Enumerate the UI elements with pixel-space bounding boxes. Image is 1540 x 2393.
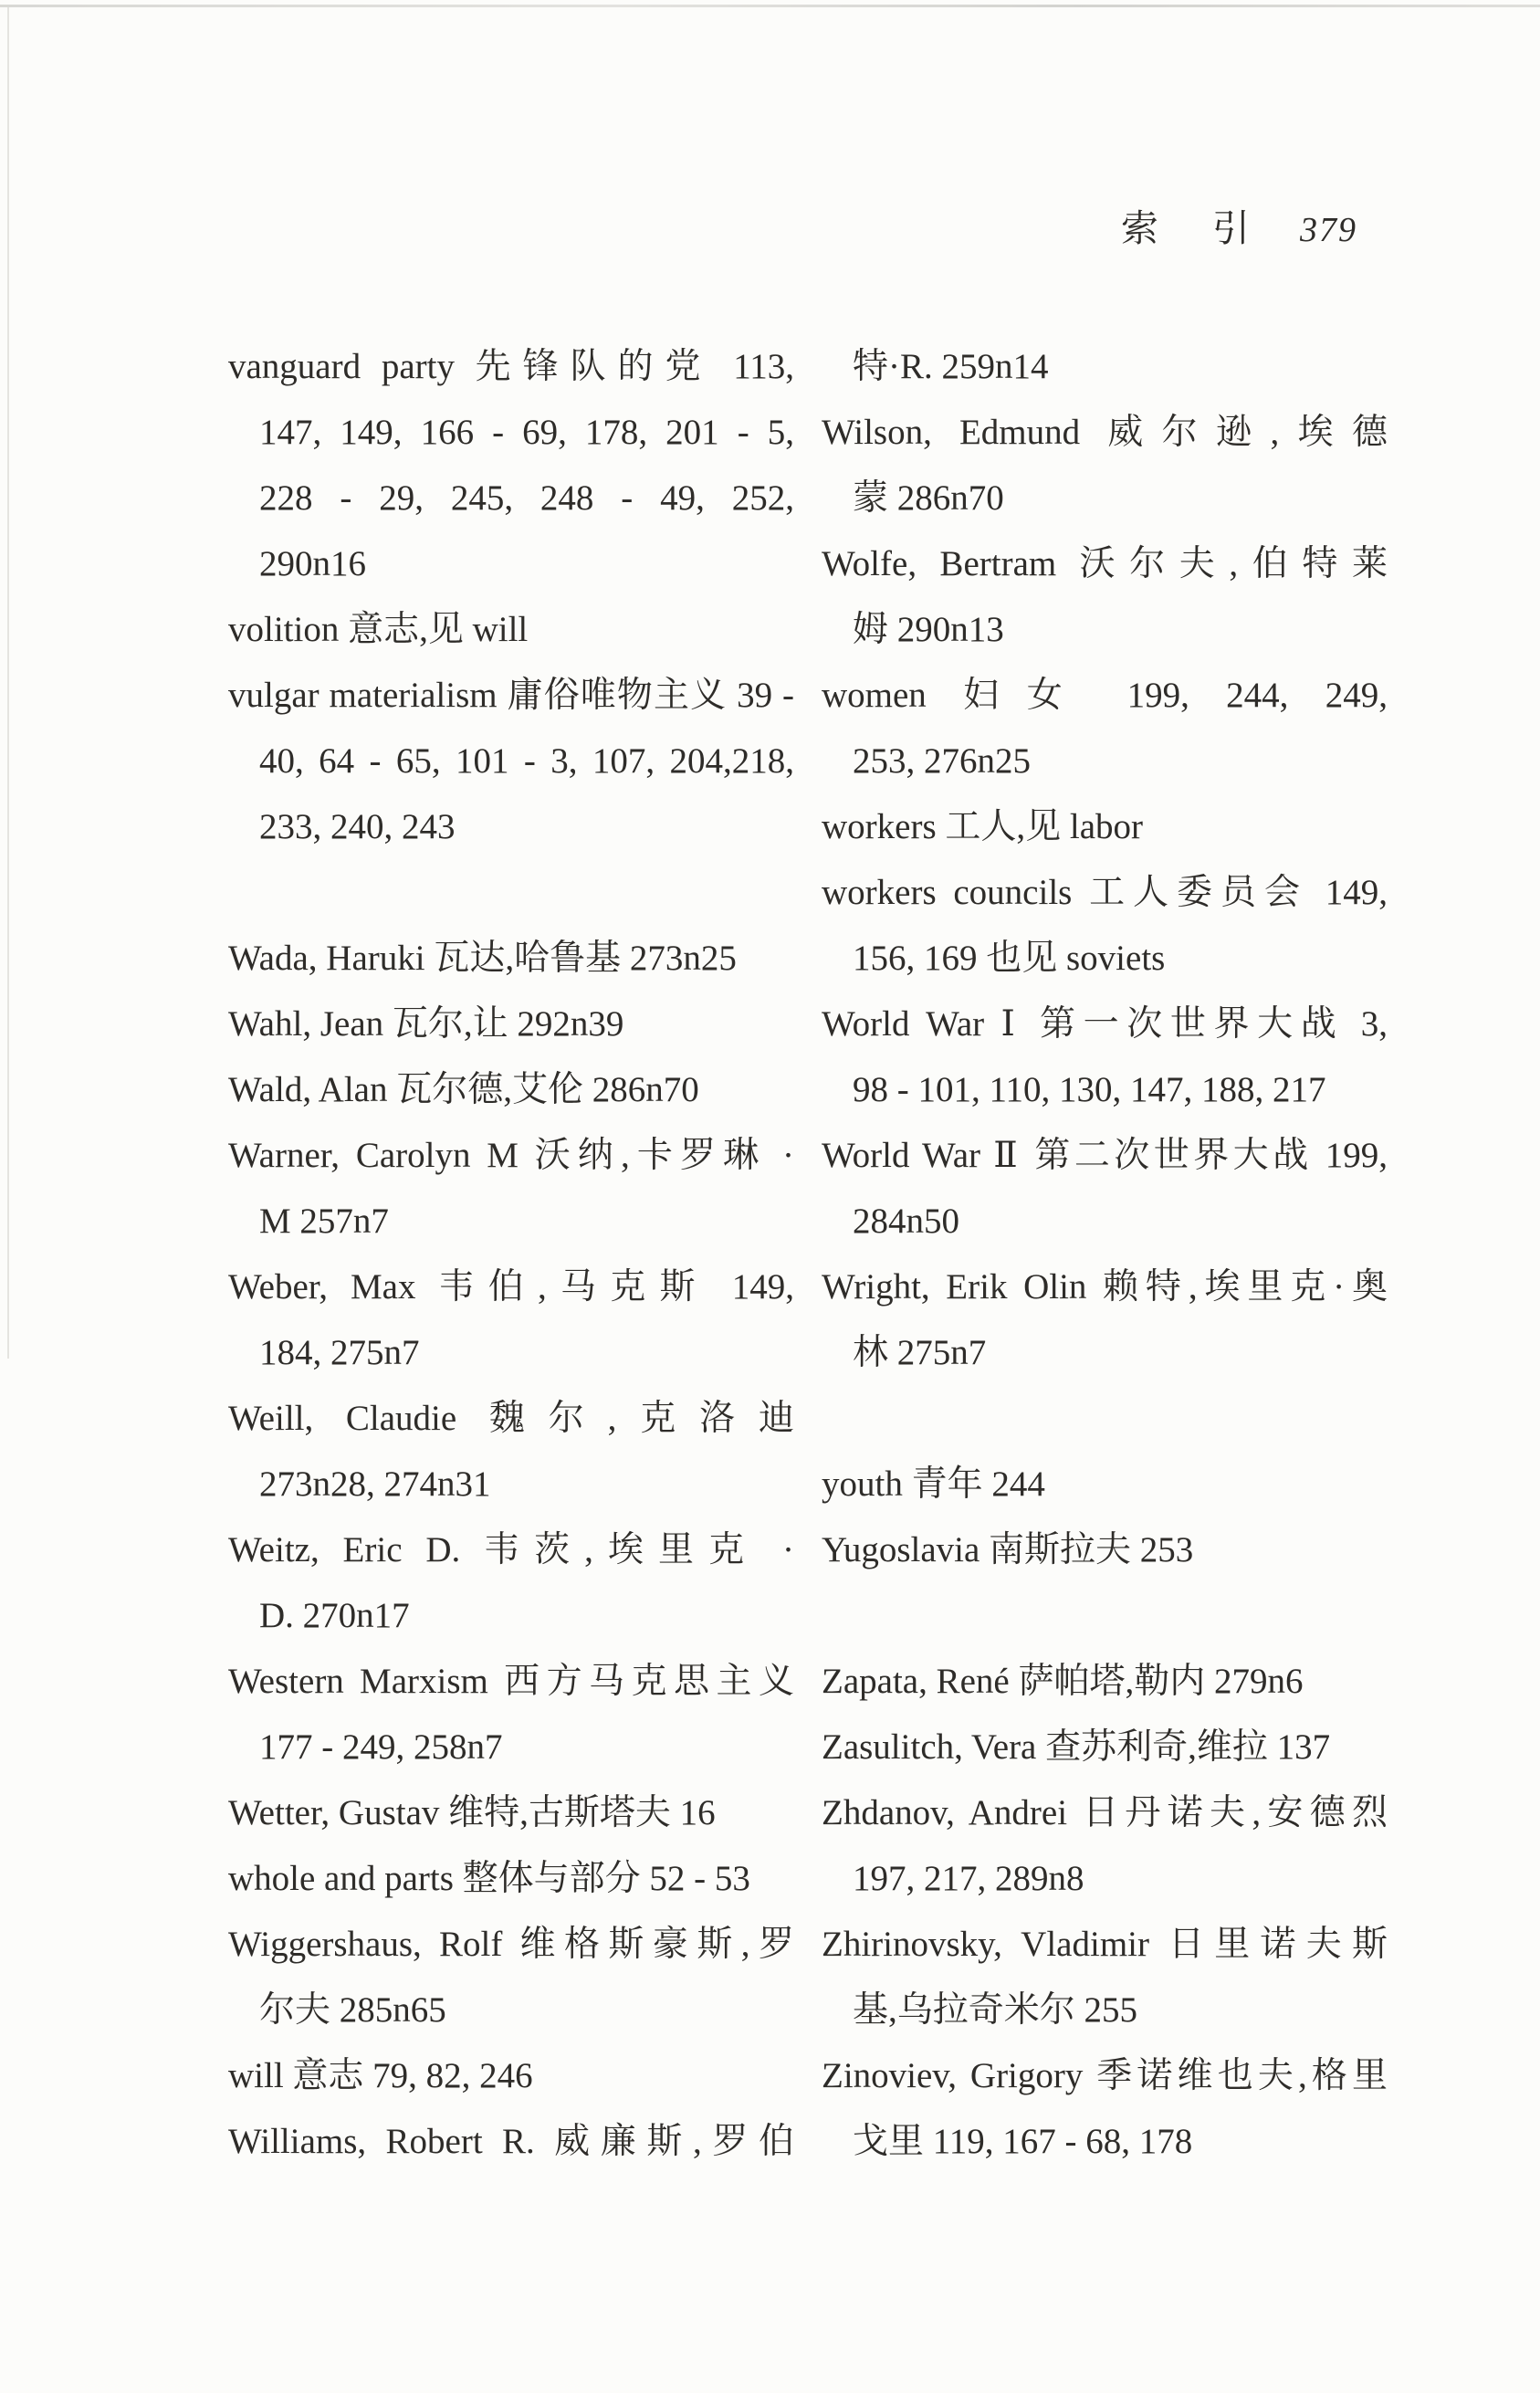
index-entry-line: 基,乌拉奇米尔 255 xyxy=(853,1990,1138,2030)
index-entry-line: workers councils 工人委员会 149, xyxy=(822,873,1388,912)
index-entry-line: 林 275n7 xyxy=(853,1333,987,1372)
page-header xyxy=(1121,206,1357,252)
index-column-left xyxy=(228,334,794,2175)
index-entry-line: Weitz, Eric D. 韦茨,埃里克 · xyxy=(228,1530,794,1569)
index-entry-line: M 257n7 xyxy=(259,1202,389,1241)
index-entry-line: 蒙 286n70 xyxy=(853,478,1004,518)
index-entry-line: Zhirinovsky, Vladimir 日里诺夫斯 xyxy=(822,1925,1388,1964)
index-entry-line: will 意志 79, 82, 246 xyxy=(228,2056,533,2095)
page-number: 379 xyxy=(1300,211,1357,249)
index-entry-line: vanguard party 先锋队的党 113, xyxy=(228,347,794,386)
index-entry-line: Wright, Erik Olin 赖特,埃里克·奥 xyxy=(822,1267,1388,1307)
index-entry-line: Western Marxism 西方马克思主义 xyxy=(228,1662,794,1701)
index-entry-line: 284n50 xyxy=(853,1202,959,1241)
index-entry-line: Wolfe, Bertram 沃尔夫,伯特莱 xyxy=(822,544,1388,583)
index-entry-line: 233, 240, 243 xyxy=(259,807,456,846)
index-entry-line: 228 - 29, 245, 248 - 49, 252, xyxy=(259,478,794,518)
scan-edge-top xyxy=(0,5,1540,7)
blank-line xyxy=(822,1386,1388,1452)
blank-line xyxy=(822,1583,1388,1649)
index-entry-line: whole and parts 整体与部分 52 - 53 xyxy=(228,1859,750,1898)
index-column-right xyxy=(822,334,1388,2175)
index-entry-line: 戈里 119, 167 - 68, 178 xyxy=(853,2122,1193,2161)
index-entry-line: Zasulitch, Vera 查苏利奇,维拉 137 xyxy=(822,1727,1331,1767)
index-entry-line: 姆 290n13 xyxy=(853,610,1004,649)
index-entry-line: Wald, Alan 瓦尔德,艾伦 286n70 xyxy=(228,1070,699,1109)
index-entry-line: Wada, Haruki 瓦达,哈鲁基 273n25 xyxy=(228,939,737,978)
blank-line xyxy=(228,860,794,926)
index-entry-line: Williams, Robert R. 威廉斯,罗伯 xyxy=(228,2122,794,2161)
index-entry-line: Wahl, Jean 瓦尔,让 292n39 xyxy=(228,1004,624,1044)
index-entry-line: Wilson, Edmund 威尔逊,埃德 xyxy=(822,413,1388,452)
index-entry-line: Zapata, René 萨帕塔,勒内 279n6 xyxy=(822,1662,1304,1701)
index-entry-line: 197, 217, 289n8 xyxy=(853,1859,1084,1898)
index-entry-line: Warner, Carolyn M 沃纳,卡罗琳 · xyxy=(228,1136,794,1175)
index-entry-line: 尔夫 285n65 xyxy=(259,1990,446,2030)
section-title: 索 引 xyxy=(1121,207,1258,249)
index-entry-line: 273n28, 274n31 xyxy=(259,1464,491,1504)
index-entry-line: Wetter, Gustav 维特,古斯塔夫 16 xyxy=(228,1793,716,1832)
index-entry-line: 147, 149, 166 - 69, 178, 201 - 5, xyxy=(259,413,794,452)
index-entry-line: women 妇女 199, 244, 249, xyxy=(822,676,1388,715)
index-entry-line: workers 工人,见 labor xyxy=(822,807,1144,846)
index-entry-line: Zinoviev, Grigory 季诺维也夫,格里 xyxy=(822,2056,1388,2095)
index-entry-line: D. 270n17 xyxy=(259,1596,410,1635)
index-entry-line: vulgar materialism 庸俗唯物主义 39 - xyxy=(228,676,794,715)
index-entry-line: 特·R. 259n14 xyxy=(853,347,1049,386)
scan-edge-left xyxy=(7,7,9,1359)
index-entry-line: 98 - 101, 110, 130, 147, 188, 217 xyxy=(853,1070,1326,1109)
index-entry-line: 290n16 xyxy=(259,544,366,583)
index-entry-line: 184, 275n7 xyxy=(259,1333,420,1372)
index-entry-line: 40, 64 - 65, 101 - 3, 107, 204,218, xyxy=(259,741,794,781)
index-entry-line: Weber, Max 韦伯,马克斯 149, xyxy=(228,1267,794,1307)
index-entry-line: 253, 276n25 xyxy=(853,741,1031,781)
index-entry-line: 156, 169 也见 soviets xyxy=(853,939,1166,978)
index-entry-line: youth 青年 244 xyxy=(822,1464,1045,1504)
index-entry-line: World War Ⅱ 第二次世界大战 199, xyxy=(822,1136,1388,1175)
index-entry-line: volition 意志,见 will xyxy=(228,610,529,649)
index-entry-line: 177 - 249, 258n7 xyxy=(259,1727,503,1767)
index-entry-line: Weill, Claudie 魏尔,克洛迪 xyxy=(228,1399,794,1438)
index-entry-line: World War Ⅰ 第一次世界大战 3, xyxy=(822,1004,1388,1044)
index-entry-line: Wiggershaus, Rolf 维格斯豪斯,罗 xyxy=(228,1925,794,1964)
index-entry-line: Yugoslavia 南斯拉夫 253 xyxy=(822,1530,1194,1569)
index-entry-line: Zhdanov, Andrei 日丹诺夫,安德烈 xyxy=(822,1793,1388,1832)
